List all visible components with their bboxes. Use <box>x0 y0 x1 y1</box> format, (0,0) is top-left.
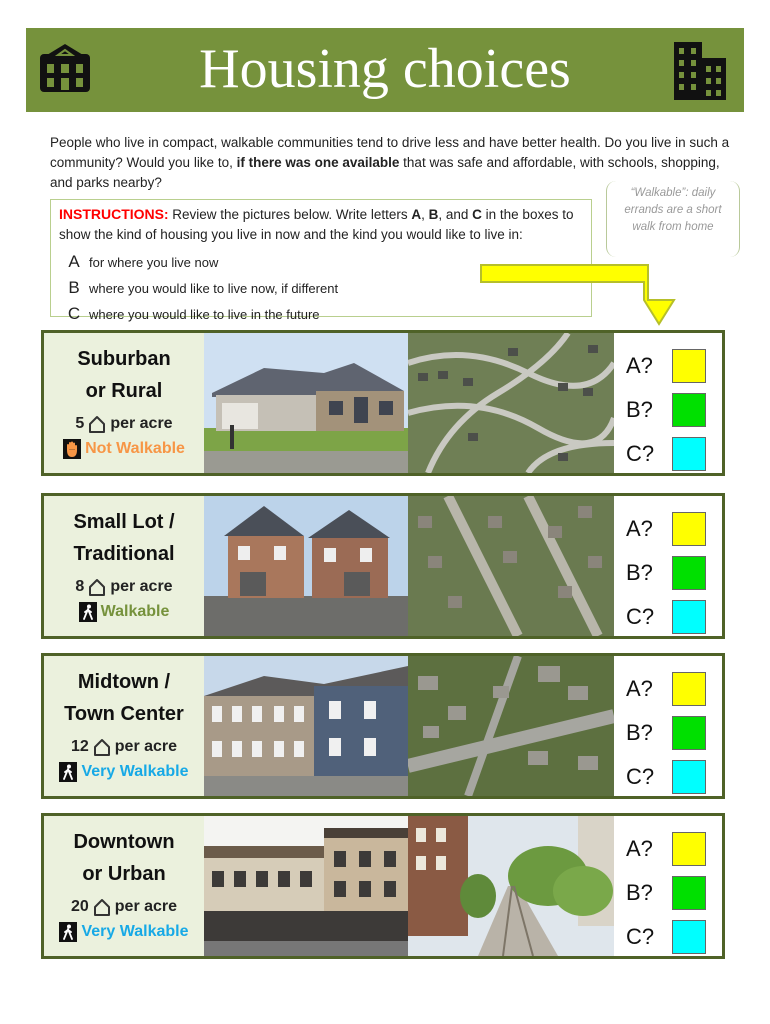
header-banner <box>26 28 744 112</box>
suburban-house-photo <box>204 333 408 473</box>
choice-a-label: A? <box>626 516 653 541</box>
choice-a-box[interactable] <box>672 512 706 546</box>
housing-type-label: Downtown or Urban 20 per acre Very Walkable <box>44 816 204 956</box>
choice-a-box[interactable] <box>672 349 706 383</box>
choice-b-box[interactable] <box>672 876 706 910</box>
instructions-text: INSTRUCTIONS: Review the pictures below. Write letters A, B, and C in the boxes to show the kind of housing you live in now and the kind you would like to live in: <box>59 206 574 242</box>
housing-type-label: Midtown / Town Center 12 per acre Very Walkable <box>44 656 204 796</box>
house-outline-icon <box>93 898 111 916</box>
pedestrian-icon <box>59 762 77 782</box>
choice-c-label: C? <box>626 924 655 949</box>
house-outline-icon <box>88 578 106 596</box>
small-lot-house-photo <box>204 496 408 636</box>
list-item: C where you would like to live in the future <box>67 304 320 323</box>
choice-b-label: B? <box>626 720 653 745</box>
choice-c-box[interactable] <box>672 920 706 954</box>
choice-a-box[interactable] <box>672 832 706 866</box>
small-lot-aerial-photo <box>408 496 614 636</box>
choice-c-label: C? <box>626 604 655 629</box>
choice-boxes <box>614 333 722 473</box>
house-outline-icon <box>88 415 106 433</box>
choice-a-box[interactable] <box>672 672 706 706</box>
choice-c-label: C? <box>626 764 655 789</box>
housing-row-small-lot <box>41 493 725 639</box>
choice-a-label: A? <box>626 353 653 378</box>
choice-c-box[interactable] <box>672 437 706 471</box>
pedestrian-icon <box>59 922 77 942</box>
choice-boxes <box>614 496 722 636</box>
choice-c-box[interactable] <box>672 760 706 794</box>
downtown-street-photo <box>408 816 614 956</box>
midtown-aerial-photo <box>408 656 614 796</box>
housing-type-label: Suburban or Rural 5 per acre Not Walkable <box>44 333 204 473</box>
choice-b-box[interactable] <box>672 716 706 750</box>
page-title: Housing choices <box>199 38 571 100</box>
intro-paragraph: People who live in compact, walkable communities tend to drive less and have better health. Do you live in such a community? Would you like to, if there was one available that was safe and affordable, with schools, shopping, and parks nearby? <box>50 135 730 190</box>
choice-b-box[interactable] <box>672 393 706 427</box>
suburban-aerial-photo <box>408 333 614 473</box>
housing-row-suburban <box>41 330 725 476</box>
housing-row-downtown <box>41 813 725 959</box>
downtown-building-photo <box>204 816 408 956</box>
choice-b-label: B? <box>626 397 653 422</box>
choice-a-label: A? <box>626 676 653 701</box>
pedestrian-icon <box>79 602 97 622</box>
choice-b-box[interactable] <box>672 556 706 590</box>
list-item: A for where you live now <box>68 252 219 271</box>
choice-c-box[interactable] <box>672 600 706 634</box>
midtown-rowhouse-photo <box>204 656 408 796</box>
choice-c-label: C? <box>626 441 655 466</box>
housing-row-midtown <box>41 653 725 799</box>
walkable-definition-callout: “Walkable”: daily errands are a short walk from home <box>606 181 740 257</box>
list-item: B where you would like to live now, if different <box>68 278 339 297</box>
choice-boxes <box>614 816 722 956</box>
house-outline-icon <box>93 738 111 756</box>
housing-type-label: Small Lot / Traditional 8 per acre Walkable <box>44 496 204 636</box>
choice-b-label: B? <box>626 880 653 905</box>
choice-b-label: B? <box>626 560 653 585</box>
stop-hand-icon <box>63 439 81 459</box>
apartment-building-icon <box>670 38 730 107</box>
choice-boxes <box>614 656 722 796</box>
choice-a-label: A? <box>626 836 653 861</box>
arrow-icon <box>478 262 684 333</box>
